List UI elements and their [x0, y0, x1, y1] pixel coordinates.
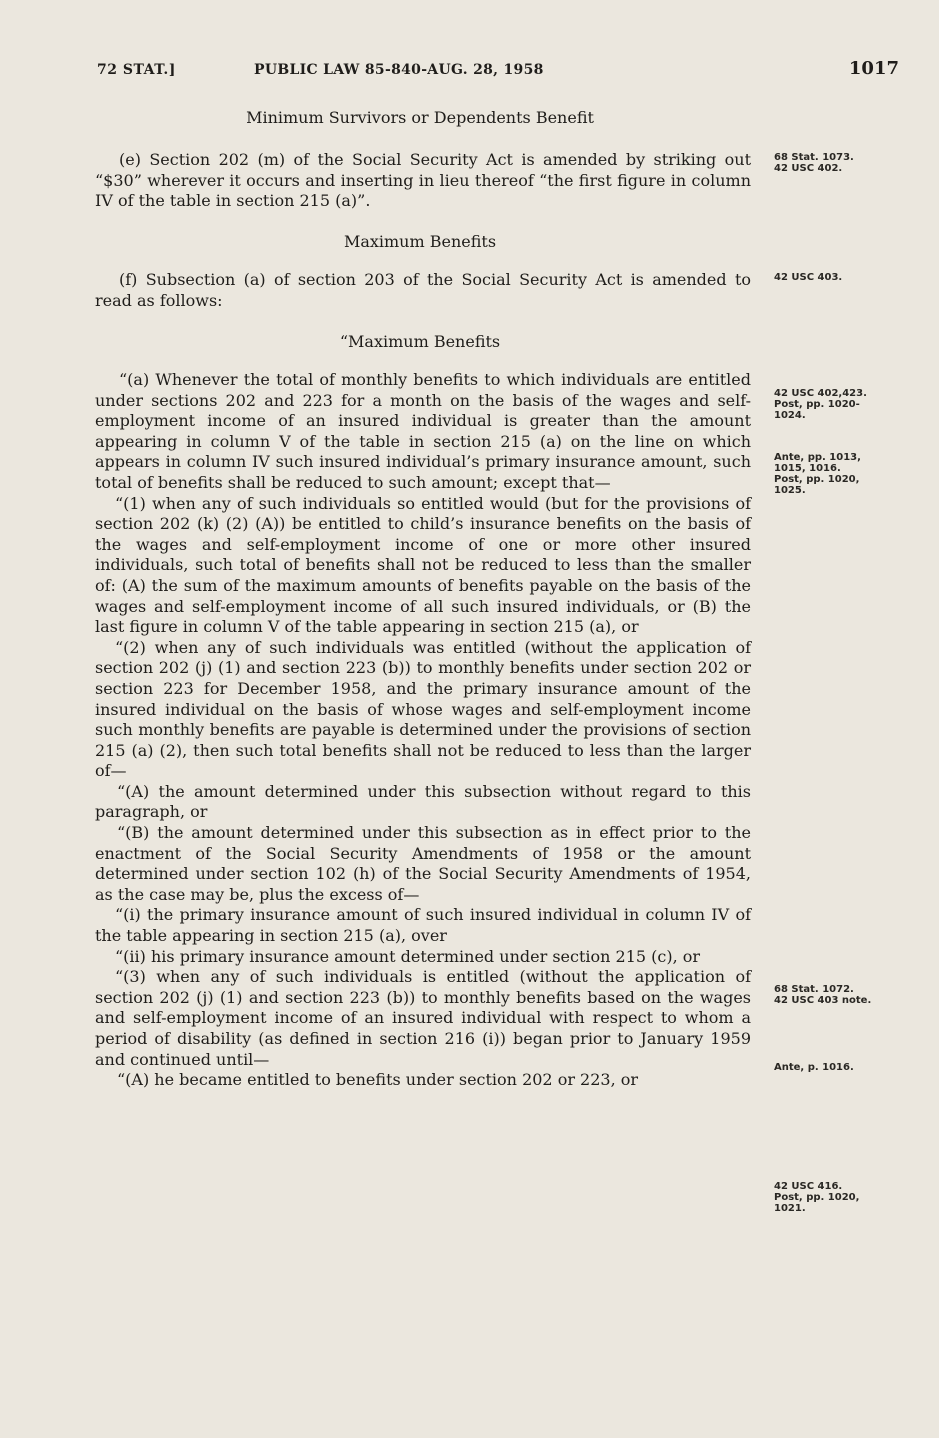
heading-maximum-benefits-quoted: “Maximum Benefits — [339, 332, 501, 351]
margin-citation-2: 42 USC 403. — [774, 272, 843, 283]
statute-body — [95, 370, 751, 1091]
clause-2-a: “(A) the amount determined under this subsection without regard to this paragraph, or — [95, 781, 751, 822]
paragraph-f — [95, 270, 751, 311]
clause-3-a: “(A) he became entitled to benefits under section 202 or 223, or — [117, 1070, 639, 1090]
clause-2: “(2) when any of such individuals was entitled (without the application of section 202 (j) (1) and section 223 (b)) to monthly benefits under section 202 or section 223 for December 1958, and the primary insurance amount of the insured individual on the basis of whose wages and self-employment income such monthly benefits are payable is determined under the provisions of section 215 (a) (2), then such total benefits shall not be reduced to less than the larger of— — [95, 637, 751, 781]
subsection-a: “(a) Whenever the total of monthly benefits to which individuals are entitled under sections 202 and 223 for a month on the basis of the wages and self-employment income of an insured individual is greater than the amount appearing in column V of the table in section 215 (a) on the line on which appears in column IV such insured individual’s primary insurance amount, such total of benefits shall be reduced to such amount; except that— — [95, 370, 751, 492]
clause-2-b: “(B) the amount determined under this subsection as in effect prior to the enactment of the Social Security Amendments of 1958 or the amount determined under section 102 (h) of the Social Security Amendments of 1954, as the case may be, plus the excess of— — [95, 823, 751, 904]
statute-reference: 72 STAT.] — [97, 62, 176, 78]
running-head — [97, 58, 899, 86]
heading-minimum-benefit: Minimum Survivors or Dependents Benefit — [246, 108, 594, 127]
clause-1: “(1) when any of such individuals so entitled would (but for the provisions of section 202 (k) (2) (A)) be entitled to child’s insurance benefits on the basis of the wages and self-employment income of one or more other insured individuals, such total of benefits shall not be reduced to less than the smaller of: (A) the sum of the maximum amounts of benefits payable on the basis of the wages and self-employment income of all such insured individuals, or (B) the last figure in column V of the table appearing in section 215 (a), or — [95, 493, 751, 637]
law-title: PUBLIC LAW 85-840-AUG. 28, 1958 — [254, 62, 544, 78]
heading-maximum-benefits: Maximum Benefits — [343, 232, 497, 251]
margin-citation-4: Ante, pp. 1013, 1015, 1016. Post, pp. 1020, 1025. — [774, 452, 861, 496]
margin-citation-3: 42 USC 402,423. Post, pp. 1020- 1024. — [774, 388, 867, 421]
paragraph-e-text: (e) Section 202 (m) of the Social Security Act is amended by striking out “$30” wherever it occurs and inserting in lieu thereof “the first figure in column IV of the table in section 215 (a)”. — [95, 150, 751, 211]
margin-citation-6: Ante, p. 1016. — [774, 1062, 854, 1073]
margin-citation-7: 42 USC 416. Post, pp. 1020, 1021. — [774, 1181, 860, 1214]
clause-3: “(3) when any of such individuals is entitled (without the application of section 202 (j) (1) and section 223 (b)) to monthly benefits based on the wages and self-employment income of an insured individual with respect to whom a period of disability (as defined in section 216 (i)) began prior to January 1959 and continued until— — [95, 967, 751, 1069]
paragraph-e — [95, 150, 751, 212]
clause-2-b-ii: “(ii) his primary insurance amount determined under section 215 (c), or — [115, 946, 701, 966]
page-number: 1017 — [848, 58, 899, 79]
paragraph-f-text: (f) Subsection (a) of section 203 of the Social Security Act is amended to read as follows: — [95, 270, 751, 310]
clause-2-b-i: “(i) the primary insurance amount of such insured individual in column IV of the table appearing in section 215 (a), over — [95, 905, 751, 946]
margin-citation-1: 68 Stat. 1073. 42 USC 402. — [774, 152, 854, 174]
margin-citation-5: 68 Stat. 1072. 42 USC 403 note. — [774, 984, 872, 1006]
